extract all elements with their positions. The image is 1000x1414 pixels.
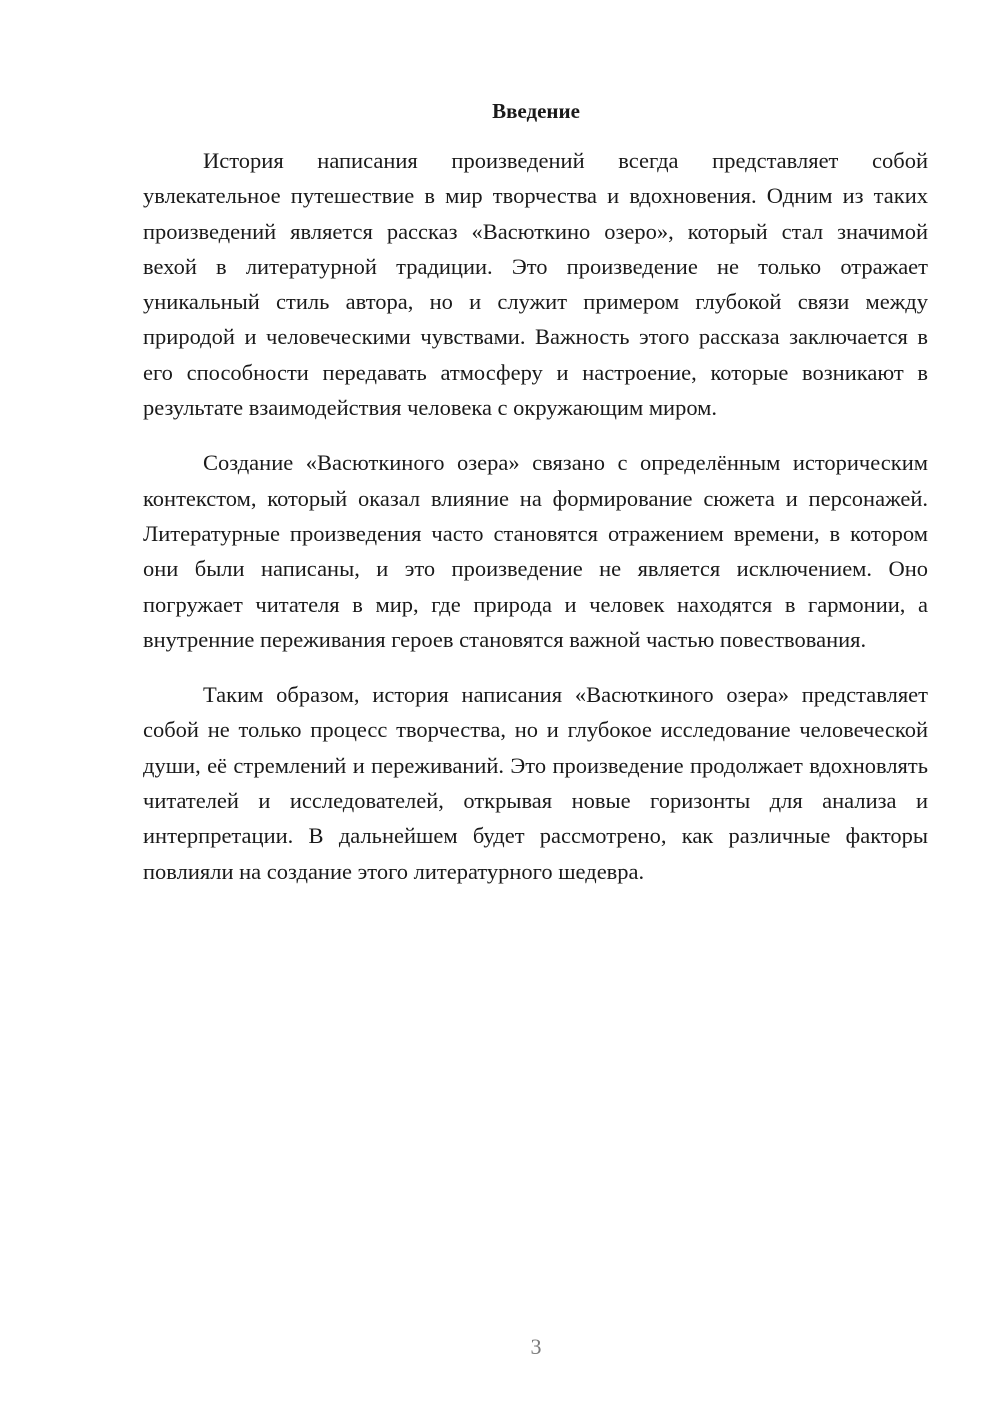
paragraph-2: Создание «Васюткиного озера» связано с определённым историческим контекстом, который оказал влияние на формирование сюжета и персонажей. Литературные произведения часто становятся отражением времени, в котором они были написаны, и это произведение не является исключением. Оно погружает читателя в мир, где природа и человек находятся в гармонии, а внутренние переживания героев становятся важной частью повествования. [143, 450, 928, 652]
page-number: 3 [530, 1334, 542, 1359]
paragraph-1: История написания произведений всегда представляет собой увлекательное путешествие в мир творчества и вдохновения. Одним из таких произведений является рассказ «Васюткино озеро», который стал значимой вехой в литературной традиции. Это произведение не только отражает уникальный стиль автора, но и служит примером глубокой связи между природой и человеческими чувствами. Важность этого рассказа заключается в его способности передавать атмосферу и настроение, которые возникают в результате взаимодействия человека с окружающим миром. [143, 148, 928, 421]
section-heading: Введение [492, 99, 580, 123]
document-body [143, 143, 928, 909]
paragraph-3: Таким образом, история написания «Васюткиного озера» представляет собой не только процесс творчества, но и глубокое исследование человеческой души, её стремлений и переживаний. Это произведение продолжает вдохновлять читателей и исследователей, открывая новые горизонты для анализа и интерпретации. В дальнейшем будет рассмотрено, как различные факторы повлияли на создание этого литературного шедевра. [143, 682, 928, 884]
